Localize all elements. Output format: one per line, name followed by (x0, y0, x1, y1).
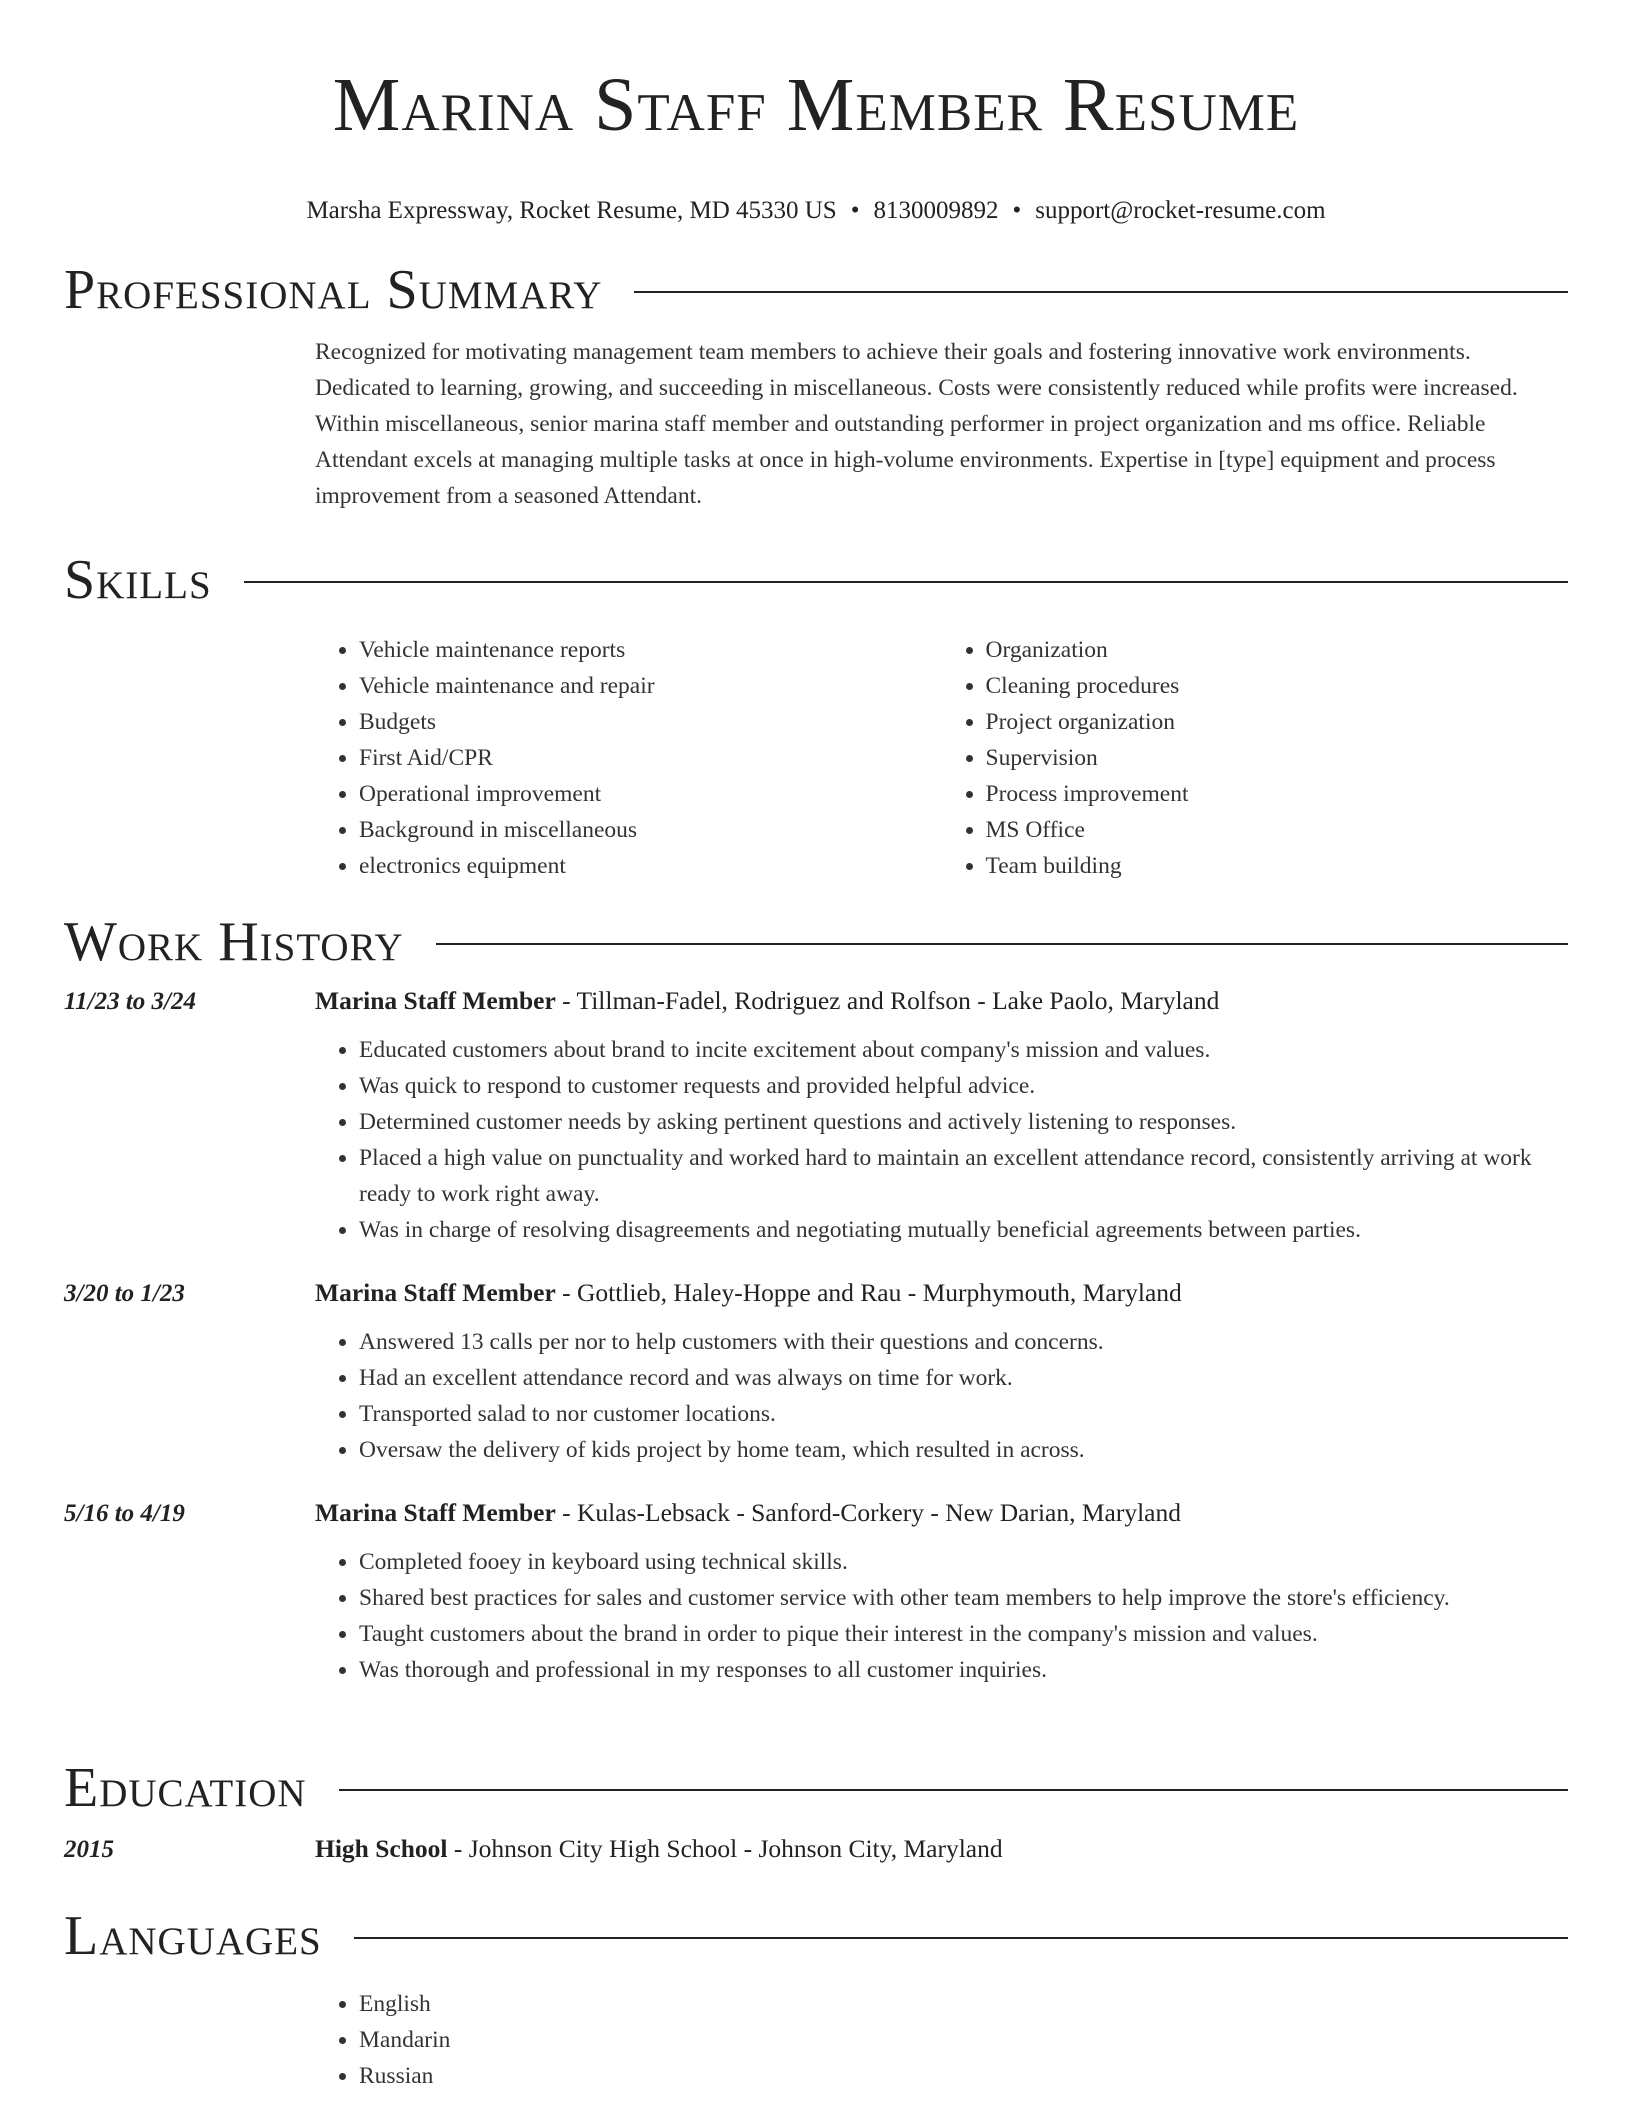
resume-title: Marina Staff Member Resume (332, 63, 1300, 147)
section-divider (436, 943, 1568, 945)
job-dates: 3/20 to 1/23 (64, 1280, 185, 1307)
job-bullet: • Oversaw the delivery of kids project by home team, which resulted in across. (359, 1432, 1568, 1468)
job-entry (64, 1278, 1568, 1468)
job-bullet: • Transported salad to nor customer locations. (359, 1396, 1568, 1432)
skill-item: • Organization (986, 632, 1569, 668)
job-bullet: • Was quick to respond to customer requests and provided helpful advice. (359, 1068, 1568, 1104)
skill-item: • MS Office (986, 812, 1569, 848)
languages-section (64, 1904, 1568, 2094)
job-bullet: • Had an excellent attendance record and was always on time for work. (359, 1360, 1568, 1396)
language-item: • Russian (359, 2058, 1568, 2094)
skill-item: • Cleaning procedures (986, 668, 1569, 704)
skill-item: • Vehicle maintenance reports (359, 632, 942, 668)
job-employer: - Kulas-Lebsack - Sanford-Corkery - New Darian, Maryland (555, 1498, 1182, 1527)
skill-item: • Background in miscellaneous (359, 812, 942, 848)
contact-phone: 8130009892 (873, 197, 999, 224)
section-header (64, 1904, 1568, 1968)
job-bullet: • Placed a high value on punctuality and worked hard to maintain an excellent attendance record, consistently arriving at work ready to work right away. (359, 1140, 1568, 1212)
job-headline (315, 1498, 1181, 1528)
skill-item: • Operational improvement (359, 776, 942, 812)
summary-text: Recognized for motivating management team members to achieve their goals and fostering innovative work environments. Dedicated to learning, growing, and succeeding in miscellaneous. Costs were consistently reduced while profits were increased. Within miscellaneous, senior marina staff member and outstanding performer in project organization and ms office. Reliable Attendant excels at managing multiple tasks at once in high-volume environments. Expertise in [type] equipment and process improvement from a seasoned Attendant. (315, 339, 1518, 509)
section-heading: Work History (64, 911, 404, 973)
job-bullet: • Taught customers about the brand in order to pique their interest in the company's mission and values. (359, 1616, 1568, 1652)
skill-item: • Budgets (359, 704, 942, 740)
skill-item: • Process improvement (986, 776, 1569, 812)
section-divider (354, 1937, 1568, 1939)
skills-list-left (315, 632, 942, 884)
skills-section (64, 548, 1568, 884)
section-heading: Languages (64, 1905, 322, 1967)
job-bullet: • Educated customers about brand to incite excitement about company's mission and values. (359, 1032, 1568, 1068)
job-entry (64, 986, 1568, 1248)
work-history-section (64, 910, 1568, 1688)
job-dates: 5/16 to 4/19 (64, 1500, 185, 1527)
job-bullet: • Was thorough and professional in my responses to all customer inquiries. (359, 1652, 1568, 1688)
job-bullet: • Determined customer needs by asking pertinent questions and actively listening to responses. (359, 1104, 1568, 1140)
education-degree: High School (315, 1834, 448, 1863)
job-bullet: • Was in charge of resolving disagreements and negotiating mutually beneficial agreements between parties. (359, 1212, 1568, 1248)
skill-item: • electronics equipment (359, 848, 942, 884)
skill-item: • Project organization (986, 704, 1569, 740)
section-divider (339, 1789, 1568, 1791)
job-title: Marina Staff Member (315, 986, 556, 1015)
section-heading: Skills (64, 549, 212, 611)
section-divider (244, 581, 1568, 583)
contact-line (64, 196, 1568, 226)
skill-item: • Supervision (986, 740, 1569, 776)
job-employer: - Gottlieb, Haley-Hoppe and Rau - Murphymouth, Maryland (555, 1278, 1182, 1307)
job-title: Marina Staff Member (315, 1498, 556, 1527)
skill-item: • First Aid/CPR (359, 740, 942, 776)
job-bullets (315, 1324, 1568, 1468)
skills-list-right (942, 632, 1569, 884)
job-bullets (315, 1032, 1568, 1248)
job-entry (64, 1498, 1568, 1688)
contact-address: Marsha Expressway, Rocket Resume, MD 45330 US (306, 197, 837, 224)
section-header (64, 910, 1568, 974)
contact-separator: • (1012, 197, 1022, 224)
job-bullet: • Answered 13 calls per nor to help customers with their questions and concerns. (359, 1324, 1568, 1360)
job-dates: 11/23 to 3/24 (64, 988, 196, 1015)
section-header (64, 1756, 1568, 1820)
language-item: • English (359, 1986, 1568, 2022)
section-heading: Education (64, 1757, 307, 1819)
education-headline (315, 1834, 1003, 1864)
education-section (64, 1756, 1568, 1864)
job-bullets (315, 1544, 1568, 1688)
languages-list (315, 1986, 1568, 2094)
summary-section (64, 258, 1568, 514)
contact-separator: • (850, 197, 860, 224)
section-header (64, 258, 1568, 322)
education-year: 2015 (64, 1836, 114, 1863)
section-header (64, 548, 1568, 612)
education-school: - Johnson City High School - Johnson City, Maryland (447, 1834, 1003, 1863)
skill-item: • Vehicle maintenance and repair (359, 668, 942, 704)
job-title: Marina Staff Member (315, 1278, 556, 1307)
contact-email: support@rocket-resume.com (1035, 197, 1326, 224)
job-headline (315, 986, 1219, 1016)
job-bullet: • Shared best practices for sales and customer service with other team members to help improve the store's efficiency. (359, 1580, 1568, 1616)
job-employer: - Tillman-Fadel, Rodriguez and Rolfson - Lake Paolo, Maryland (555, 986, 1220, 1015)
job-headline (315, 1278, 1182, 1308)
skill-item: • Team building (986, 848, 1569, 884)
section-divider (634, 291, 1568, 293)
education-entry (64, 1834, 1568, 1864)
section-heading: Professional Summary (64, 259, 603, 321)
language-item: • Mandarin (359, 2022, 1568, 2058)
job-bullet: • Completed fooey in keyboard using technical skills. (359, 1544, 1568, 1580)
